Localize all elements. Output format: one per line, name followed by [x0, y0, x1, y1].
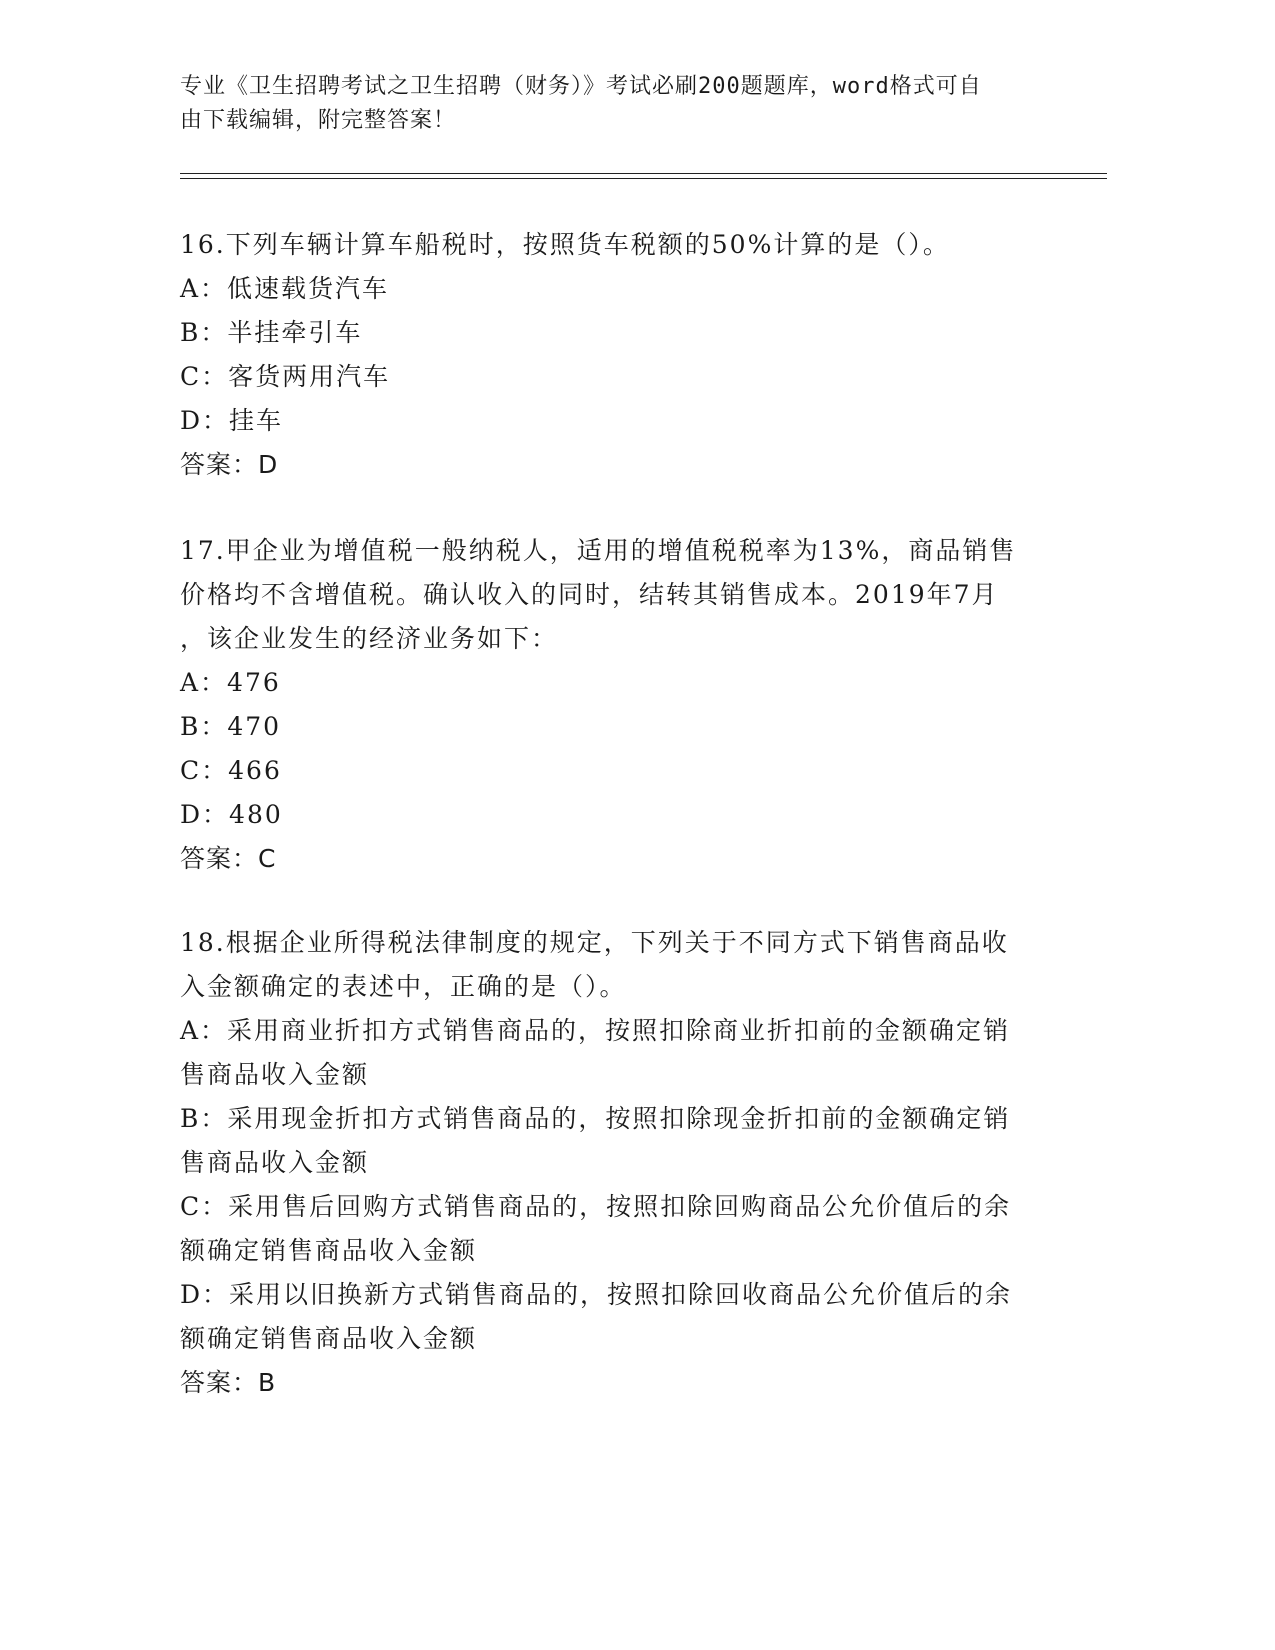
option-a: A：低速载货汽车: [180, 274, 390, 303]
answer: 答案：D: [180, 450, 279, 479]
question-stem: 价格均不含增值税。确认收入的同时，结转其销售成本。2019年7月: [180, 580, 999, 609]
document-header: [180, 70, 1040, 138]
question-stem: 18.根据企业所得税法律制度的规定，下列关于不同方式下销售商品收: [180, 928, 1009, 957]
option-c: C：采用售后回购方式销售商品的，按照扣除回购商品公允价值后的余: [180, 1192, 1012, 1221]
option-a: A：采用商业折扣方式销售商品的，按照扣除商业折扣前的金额确定销: [180, 1016, 1011, 1045]
answer: 答案：C: [180, 844, 277, 873]
header-line: 由下载编辑，附完整答案！: [180, 108, 457, 133]
option-d: D：挂车: [180, 406, 284, 435]
option-c-continued: 额确定销售商品收入金额: [180, 1236, 478, 1265]
answer: 答案：B: [180, 1368, 277, 1397]
option-d: D：采用以旧换新方式销售商品的，按照扣除回收商品公允价值后的余: [180, 1280, 1013, 1309]
option-c: C：客货两用汽车: [180, 362, 391, 391]
question-stem: ，该企业发生的经济业务如下：: [180, 624, 559, 653]
option-c: C：466: [180, 756, 282, 785]
header-divider: [180, 178, 1107, 179]
question-stem: 17.甲企业为增值税一般纳税人，适用的增值税税率为13%，商品销售: [180, 536, 1017, 565]
header-divider: [180, 173, 1107, 174]
option-b-continued: 售商品收入金额: [180, 1148, 370, 1177]
question-16: [180, 223, 1040, 487]
header-line: 专业《卫生招聘考试之卫生招聘（财务）》考试必刷200题题库，word格式可自: [180, 74, 982, 99]
option-d-continued: 额确定销售商品收入金额: [180, 1324, 478, 1353]
option-a: A：476: [180, 668, 281, 697]
question-17: [180, 529, 1040, 881]
question-stem: 入金额确定的表述中，正确的是（）。: [180, 972, 627, 1001]
option-d: D：480: [180, 800, 283, 829]
question-stem: 16.下列车辆计算车船税时，按照货车税额的50%计算的是（）。: [180, 230, 950, 259]
option-b: B：半挂牵引车: [180, 318, 363, 347]
option-b: B：采用现金折扣方式销售商品的，按照扣除现金折扣前的金额确定销: [180, 1104, 1011, 1133]
option-a-continued: 售商品收入金额: [180, 1060, 370, 1089]
question-18: [180, 921, 1040, 1405]
option-b: B：470: [180, 712, 282, 741]
